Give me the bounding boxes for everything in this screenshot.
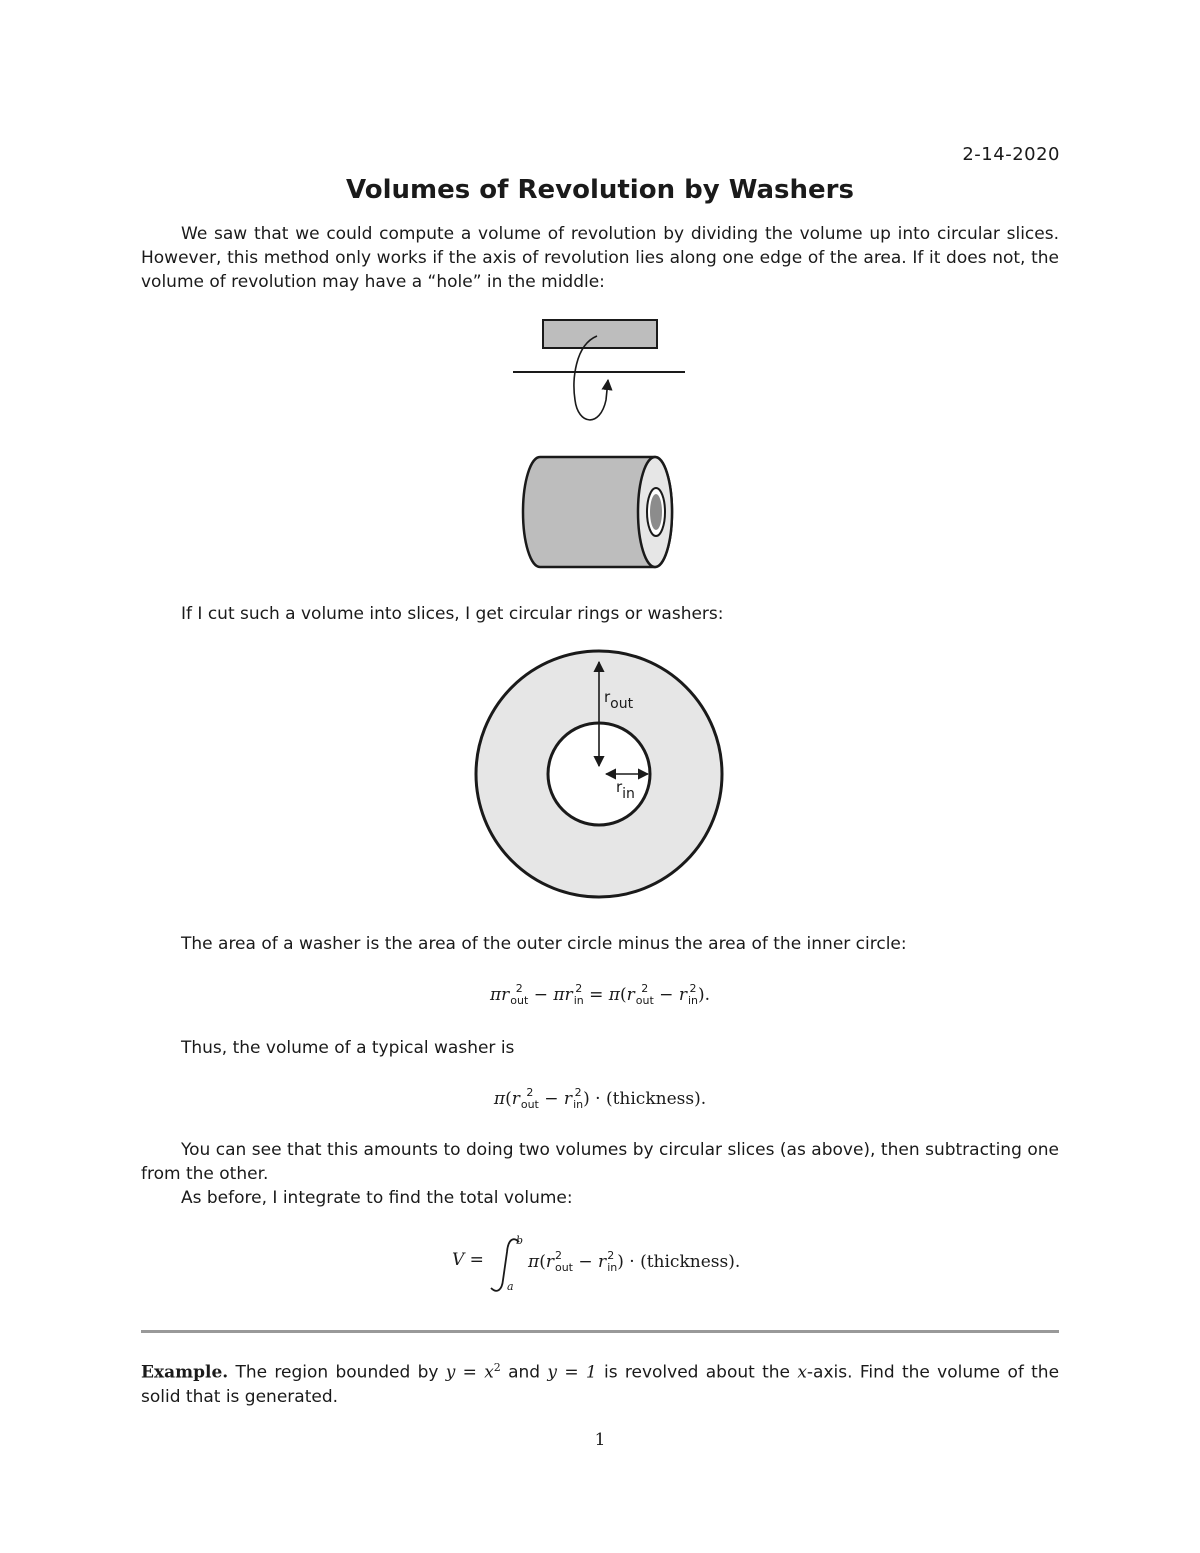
outer-radius-label: rout (604, 688, 634, 712)
integral-lower-limit: a (507, 1280, 514, 1293)
integral-upper-limit: b (516, 1234, 524, 1247)
thus-paragraph: Thus, the volume of a typical washer is (181, 1038, 515, 1058)
area-paragraph: The area of a washer is the area of the outer circle minus the area of the inner circle: (181, 934, 907, 954)
integrand: π(r 2 out − r 2 in ) · (thickness). (528, 1249, 741, 1274)
intro-paragraph: We saw that we could compute a volume of revolution by dividing the volume up into circular slices. However, this method only works if the axis of revolution lies along one edge of the area. If it does not, the volume of revolution may have a “hole” in the middle: (141, 224, 1059, 292)
washer-diagram (476, 651, 722, 897)
page-title: Volumes of Revolution by Washers (346, 175, 854, 205)
date: 2-14-2020 (962, 144, 1060, 165)
page-number: 1 (594, 1430, 606, 1450)
total-volume-equation: V = (452, 1250, 484, 1270)
integral-sign (491, 1239, 519, 1291)
area-equation: πr 2 out − πr 2 in = π(r 2 out − r 2 in ). (489, 982, 711, 1007)
inner-radius-label: rin (616, 778, 635, 802)
example-paragraph: Example. The region bounded by $y = x^2$ and y = 1 is revolved about the x-axis. Find the volume of the solid that is generated. (141, 1361, 1060, 1407)
shaded-region (543, 320, 657, 348)
circular-slices-paragraph: You can see that this amounts to doing two volumes by circular slices (as above), then subtracting one from the other. (141, 1140, 1059, 1184)
example-label: Example. (141, 1362, 229, 1383)
washer-volume-equation: π(r 2 out − r 2 in ) · (thickness). (493, 1086, 707, 1111)
region-diagram (513, 320, 685, 420)
slices-paragraph: If I cut such a volume into slices, I get circular rings or washers: (181, 604, 724, 624)
hollow-cylinder (523, 457, 672, 567)
horizontal-rule (141, 1330, 1059, 1333)
integrate-paragraph: As before, I integrate to find the total volume: (181, 1188, 573, 1208)
